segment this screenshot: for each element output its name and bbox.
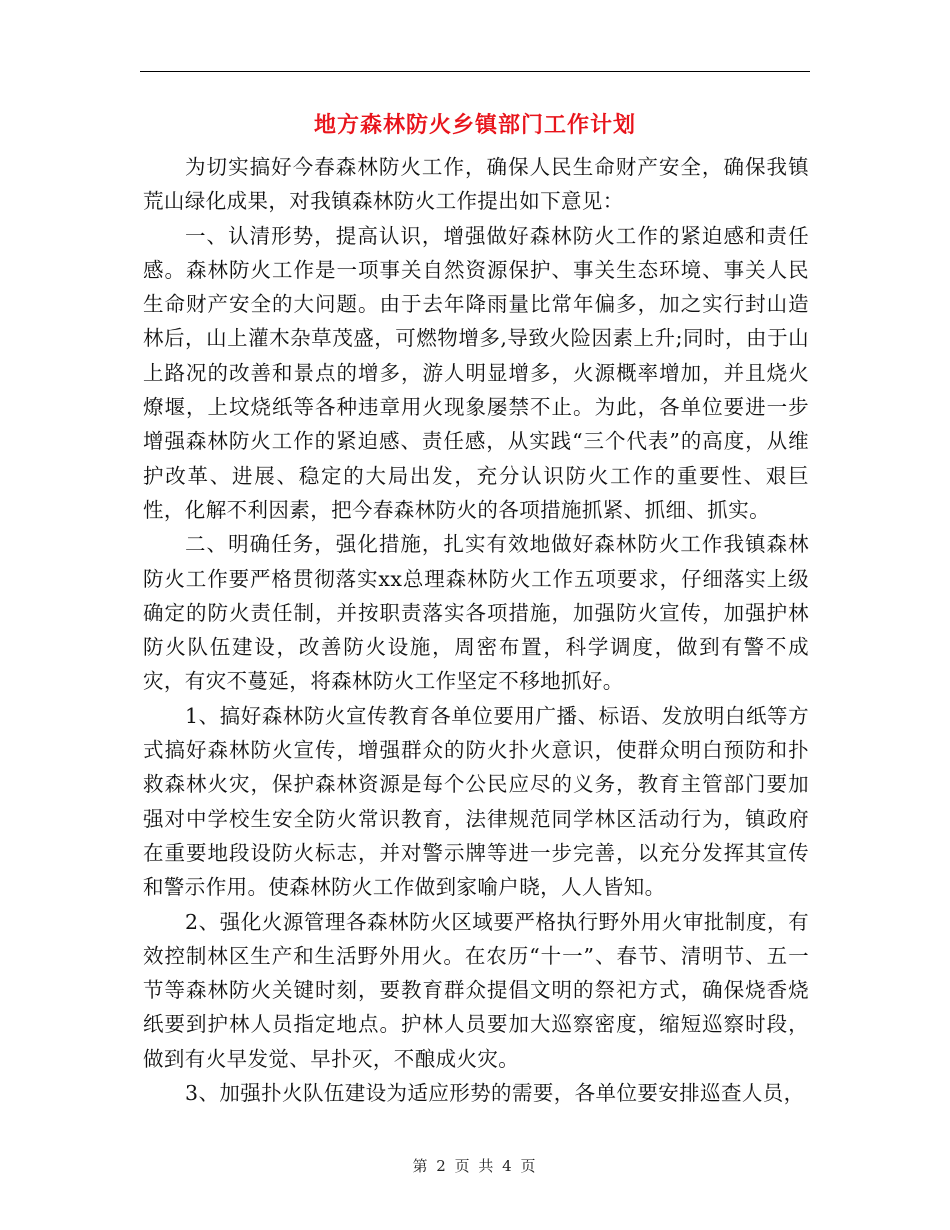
paragraph-item-3: 3、加强扑火队伍建设为适应形势的需要，各单位要安排巡查人员， xyxy=(185,1081,805,1106)
paragraph-intro: 为切实搞好今春森林防火工作，确保人民生命财产安全，确保我镇荒山绿化成果，对我镇森林防火工作提出如下意见： xyxy=(143,155,809,214)
document-title: 地方森林防火乡镇部门工作计划 xyxy=(313,113,636,138)
paragraph-section-1: 一、认清形势，提高认识，增强做好森林防火工作的紧迫感和责任感。森林防火工作是一项事关自然资源保护、事关生态环境、事关人民生命财产安全的大问题。由于去年降雨量比常年偏多，加之实行封山造林后，山上灌木杂草茂盛，可燃物增多,导致火险因素上升;同时，由于山上路况的改善和景点的增多，游人明显增多，火源概率增加，并且烧火燎堰，上坟烧纸等各种违章用火现象屡禁不止。为此，各单位要进一步增强森林防火工作的紧迫感、责任感，从实践“三个代表”的高度，从维护改革、进展、稳定的大局出发，充分认识防火工作的重要性、艰巨性，化解不利因素，把今春森林防火的各项措施抓紧、抓细、抓实。 xyxy=(143,223,809,522)
document-body xyxy=(143,150,809,1110)
paragraph-section-2: 二、明确任务，强化措施，扎实有效地做好森林防火工作我镇森林防火工作要严格贯彻落实xx总理森林防火工作五项要求，仔细落实上级确定的防火责任制，并按职责落实各项措施，加强防火宣传，加强护林防火队伍建设，改善防火设施，周密布置，科学调度，做到有警不成灾，有灾不蔓延，将森林防火工作坚定不移地抓好。 xyxy=(143,532,809,694)
paragraph-item-1: 1、搞好森林防火宣传教育各单位要用广播、标语、发放明白纸等方式搞好森林防火宣传，增强群众的防火扑火意识，使群众明白预防和扑救森林火灾，保护森林资源是每个公民应尽的义务，教育主管部门要加强对中学校生安全防火常识教育，法律规范同学林区活动行为，镇政府在重要地段设防火标志，并对警示牌等进一步完善，以充分发挥其宣传和警示作用。使森林防火工作做到家喻户晓，人人皆知。 xyxy=(143,703,809,900)
header-rule xyxy=(140,71,810,72)
page-number: 第 2 页 共 4 页 xyxy=(412,1157,538,1175)
paragraph-item-2: 2、强化火源管理各森林防火区域要严格执行野外用火审批制度，有效控制林区生产和生活野外用火。在农历“十一”、春节、清明节、五一节等森林防火关键时刻，要教育群众提倡文明的祭祀方式，确保烧香烧纸要到护林人员指定地点。护林人员要加大巡察密度，缩短巡察时段，做到有火早发觉、早扑灭，不酿成火灾。 xyxy=(143,909,809,1071)
